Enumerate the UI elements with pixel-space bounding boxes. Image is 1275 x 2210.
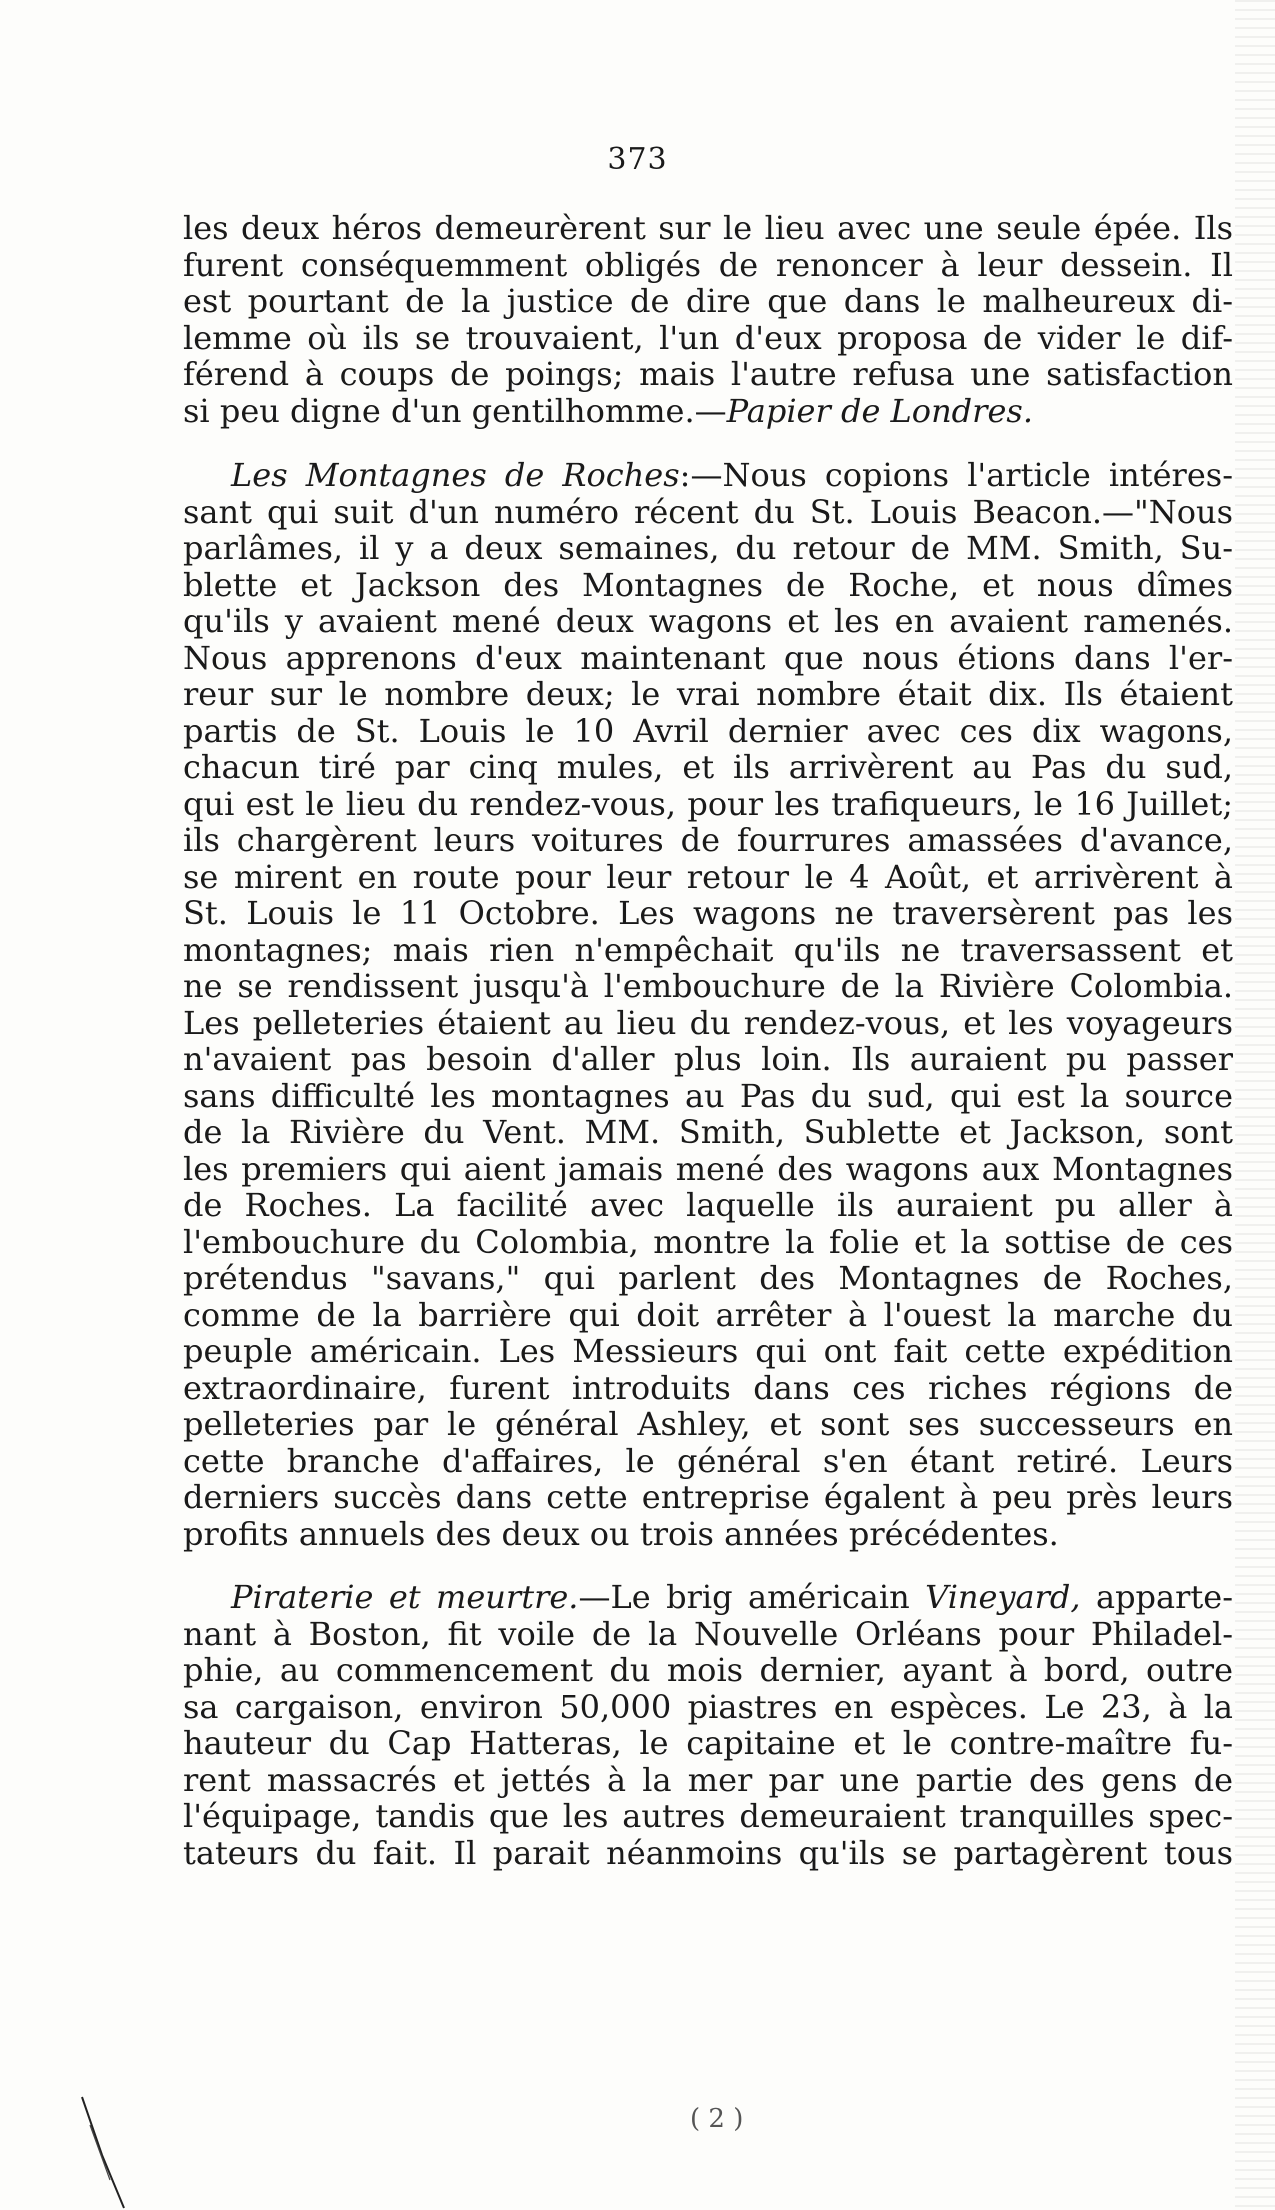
text-line: l'équipage, tandis que les autres demeuraient tranquilles spec- xyxy=(183,1798,1233,1835)
text-line: les deux héros demeurèrent sur le lieu avec une seule épée. Ils xyxy=(183,210,1233,247)
text-line: de la Rivière du Vent. MM. Smith, Sublette et Jackson, sont xyxy=(183,1114,1233,1151)
text-line: de Roches. La facilité avec laquelle ils auraient pu aller à xyxy=(183,1187,1233,1224)
paragraph-gap xyxy=(183,1552,1233,1579)
text-line: comme de la barrière qui doit arrêter à l'ouest la marche du xyxy=(183,1296,1233,1333)
paragraph-gap xyxy=(183,429,1233,457)
text-line: est pourtant de la justice de dire que dans le malheureux di- xyxy=(183,283,1233,320)
text-line: les premiers qui aient jamais mené des wagons aux Montagnes xyxy=(183,1150,1233,1187)
text-line: furent conséquemment obligés de renoncer à leur dessein. Il xyxy=(183,246,1233,283)
text-line: phie, au commencement du mois dernier, ayant à bord, outre xyxy=(183,1652,1233,1689)
source-citation: Papier de Londres. xyxy=(726,392,1033,429)
text-line: sans difficulté les montagnes au Pas du sud, qui est la source xyxy=(183,1077,1233,1114)
text-line-body: :—Nous copions l'article intéres- xyxy=(679,457,1233,494)
text-line: ne se rendissent jusqu'à l'embouchure de la Rivière Colombia. xyxy=(183,968,1233,1005)
text-line: qu'ils y avaient mené deux wagons et les en avaient ramenés. xyxy=(183,603,1233,640)
text-line: sa cargaison, environ 50,000 piastres en espèces. Le 23, à la xyxy=(183,1688,1233,1725)
text-line: tateurs du fait. Il parait néanmoins qu'ils se partagèrent tous xyxy=(183,1834,1233,1871)
text-line: Nous apprenons d'eux maintenant que nous étions dans l'er- xyxy=(183,639,1233,676)
text-line: St. Louis le 11 Octobre. Les wagons ne traversèrent pas les xyxy=(183,895,1233,932)
section-heading: Piraterie et meurtre. xyxy=(231,1579,579,1616)
bleed-through-mark: ( 2 ) xyxy=(690,2104,744,2134)
text-line: n'avaient pas besoin d'aller plus loin. Ils auraient pu passer xyxy=(183,1041,1233,1078)
text-line: qui est le lieu du rendez-vous, pour les trafiqueurs, le 16 Juillet; xyxy=(183,785,1233,822)
text-column xyxy=(183,210,1233,1871)
text-line: profits annuels des deux ou trois années précédentes. xyxy=(183,1515,1059,1552)
ship-name: Vineyard, xyxy=(925,1579,1081,1616)
text-line: reur sur le nombre deux; le vrai nombre était dix. Ils étaient xyxy=(183,676,1233,713)
text-line: lemme où ils se trouvaient, l'un d'eux proposa de vider le dif- xyxy=(183,319,1233,356)
text-line: derniers succès dans cette entreprise égalent à peu près leurs xyxy=(183,1479,1233,1516)
paragraph-rocky-mountains xyxy=(183,457,1233,1552)
text-line-tail: apparte- xyxy=(1080,1579,1233,1616)
text-line: extraordinaire, furent introduits dans ces riches régions de xyxy=(183,1369,1233,1406)
text-line: blette et Jackson des Montagnes de Roche, et nous dîmes xyxy=(183,566,1233,603)
section-heading: Les Montagnes de Roches xyxy=(231,457,680,494)
text-line: partis de St. Louis le 10 Avril dernier avec ces dix wagons, xyxy=(183,712,1233,749)
paragraph-piracy xyxy=(183,1579,1233,1871)
text-line: parlâmes, il y a deux semaines, du retour de MM. Smith, Su- xyxy=(183,530,1233,567)
text-line: montagnes; mais rien n'empêchait qu'ils ne traversassent et xyxy=(183,931,1233,968)
text-line: se mirent en route pour leur retour le 4 Août, et arrivèrent à xyxy=(183,858,1233,895)
text-line xyxy=(183,393,1233,430)
page-number: 373 xyxy=(607,142,668,177)
text-line: l'embouchure du Colombia, montre la folie et la sottise de ces xyxy=(183,1223,1233,1260)
paragraph-duel xyxy=(183,210,1233,429)
text-line: rent massacrés et jettés à la mer par une partie des gens de xyxy=(183,1761,1233,1798)
text-line: férend à coups de poings; mais l'autre refusa une satisfaction xyxy=(183,356,1233,393)
text-line: sant qui suit d'un numéro récent du St. Louis Beacon.—"Nous xyxy=(183,493,1233,530)
text-line: peuple américain. Les Messieurs qui ont fait cette expédition xyxy=(183,1333,1233,1370)
text-line xyxy=(183,1579,1233,1616)
text-line: ils chargèrent leurs voitures de fourrures amassées d'avance, xyxy=(183,822,1233,859)
text-line: prétendus "savans," qui parlent des Montagnes de Roches, xyxy=(183,1260,1233,1297)
text-line: chacun tiré par cinq mules, et ils arrivèrent au Pas du sud, xyxy=(183,749,1233,786)
text-line: pelleteries par le général Ashley, et sont ses successeurs en xyxy=(183,1406,1233,1443)
margin-pen-stroke xyxy=(80,2095,140,2210)
text-line: Les pelleteries étaient au lieu du rendez-vous, et les voyageurs xyxy=(183,1004,1233,1041)
text-line: nant à Boston, fit voile de la Nouvelle Orléans pour Philadel- xyxy=(183,1615,1233,1652)
text-line xyxy=(183,457,1233,494)
paper-edge-texture xyxy=(1235,0,1275,2210)
text-line: cette branche d'affaires, le général s'en étant retiré. Leurs xyxy=(183,1442,1233,1479)
text-line-body: si peu digne d'un gentilhomme.— xyxy=(183,392,727,429)
text-line-body: —Le brig américain xyxy=(578,1579,926,1616)
text-line: hauteur du Cap Hatteras, le capitaine et le contre-maître fu- xyxy=(183,1725,1233,1762)
